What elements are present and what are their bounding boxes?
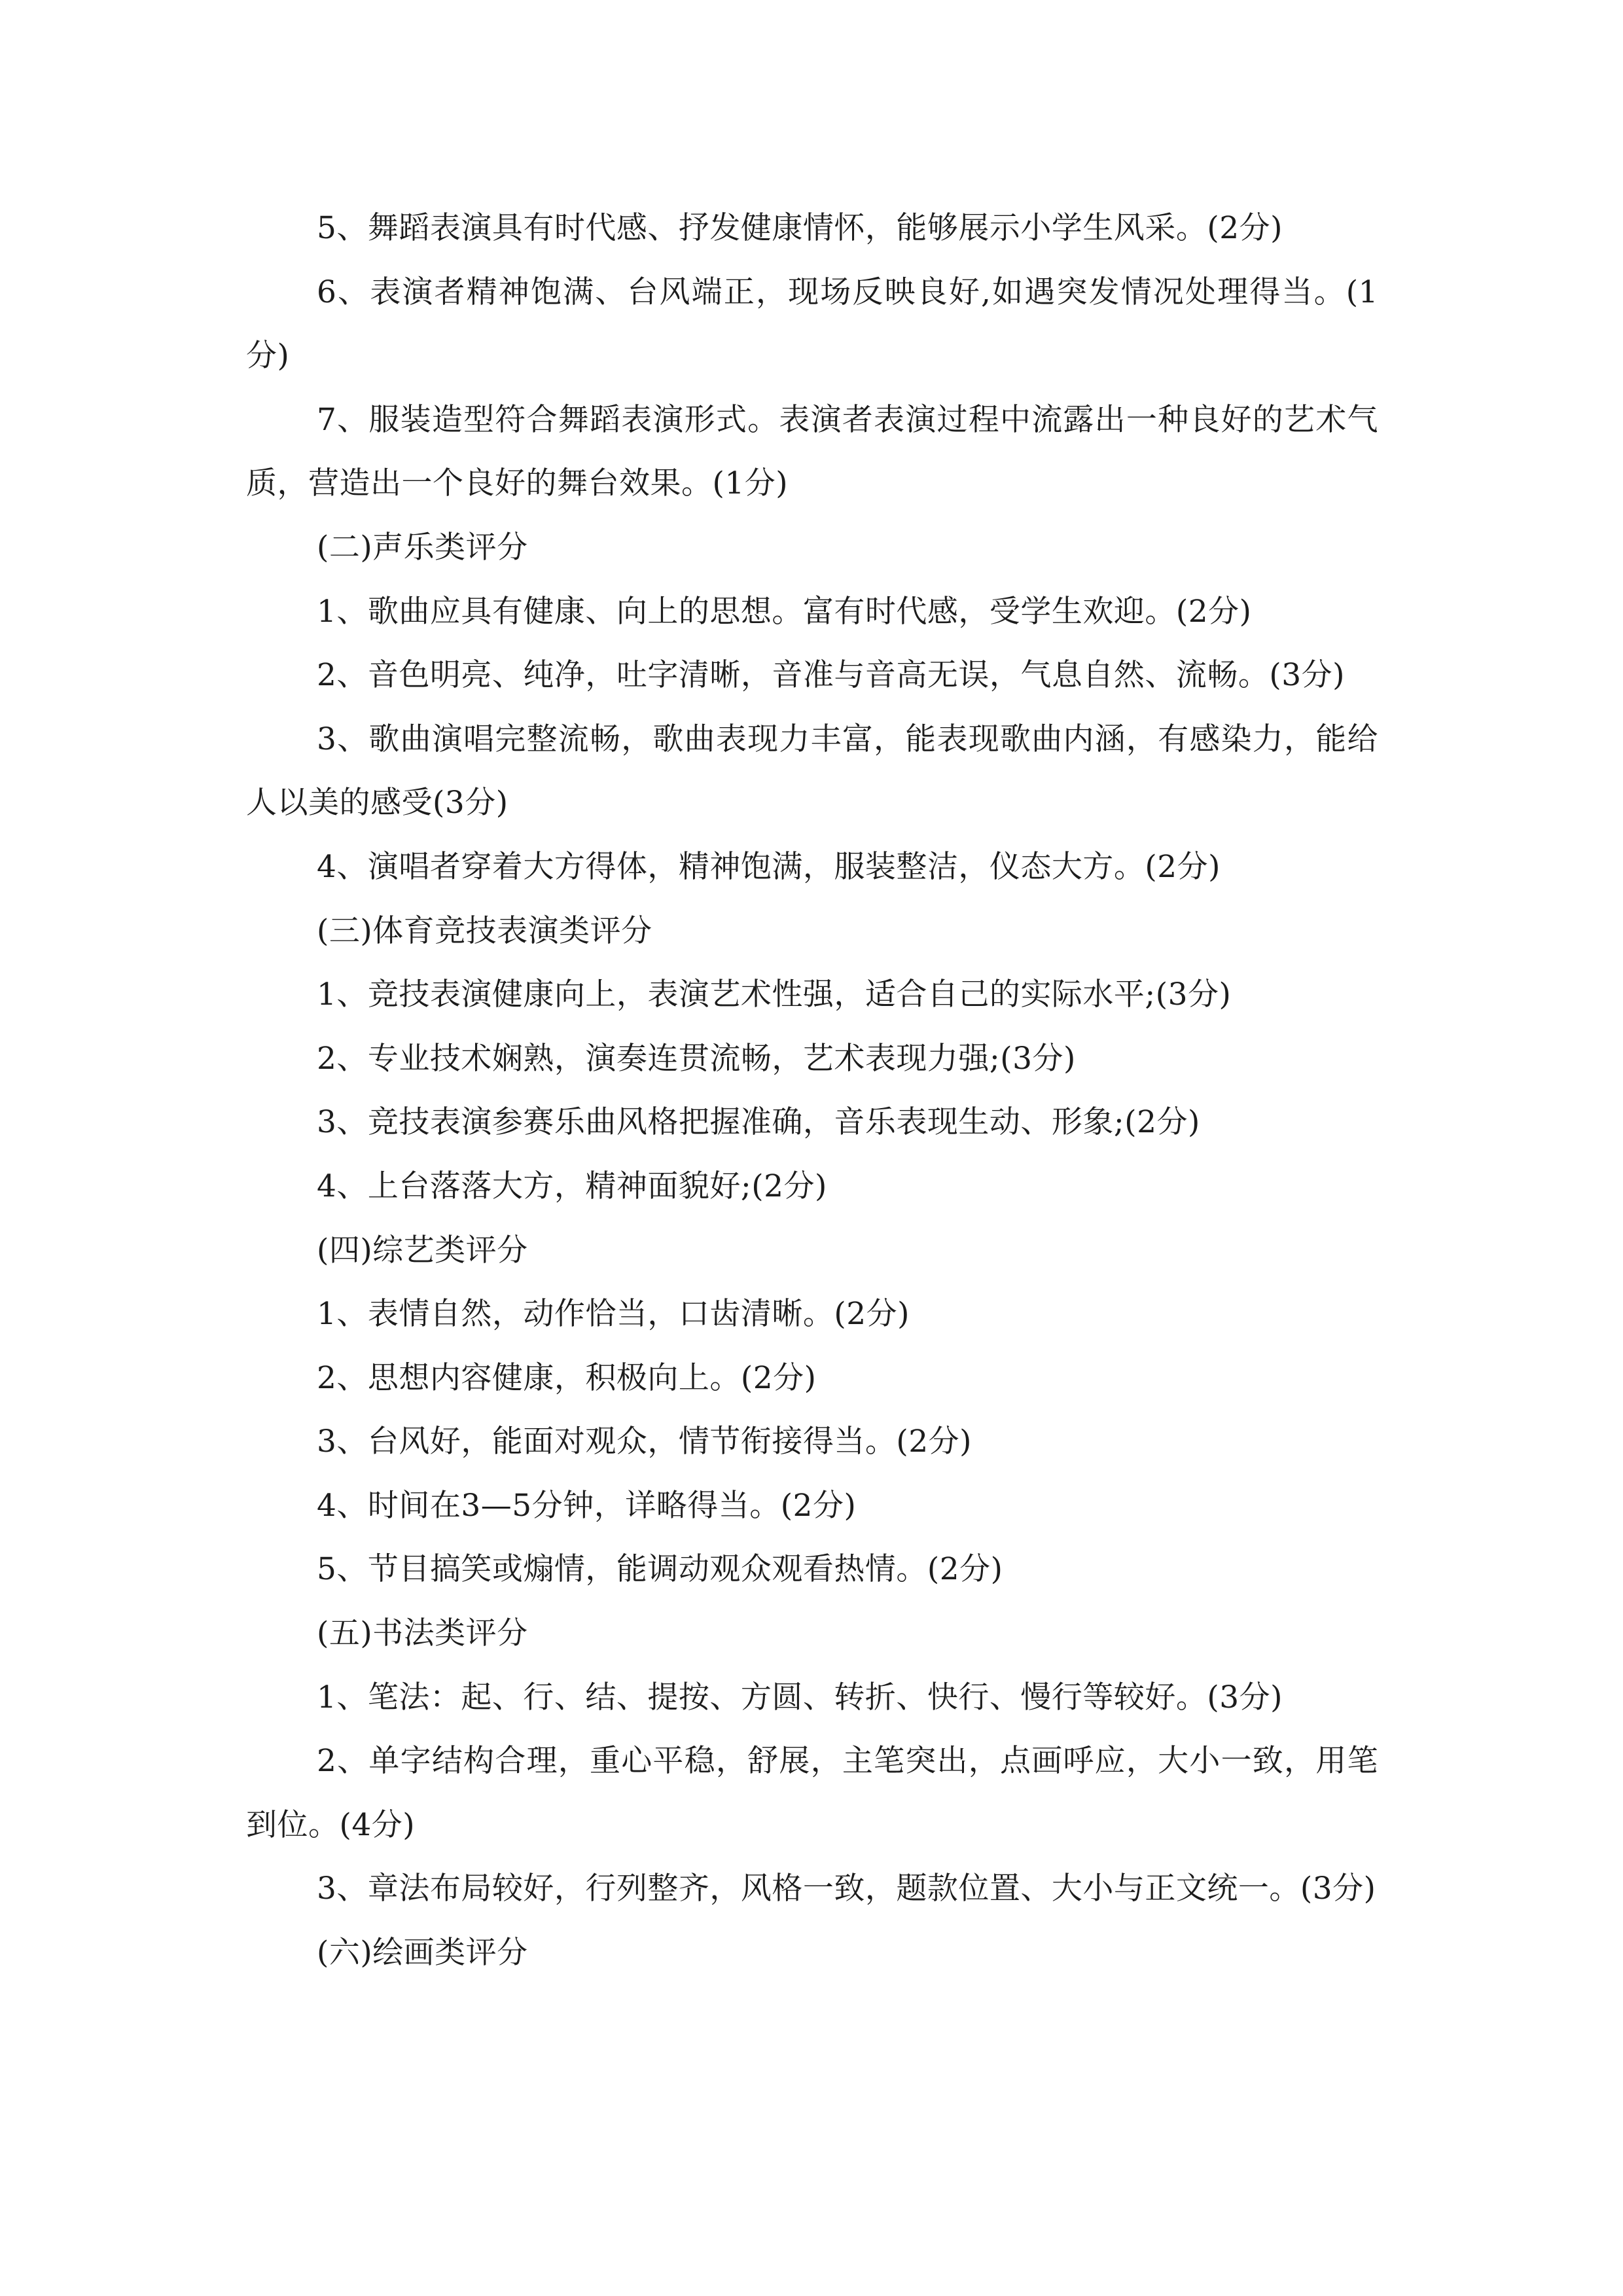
criterion-vocal-3: 3、歌曲演唱完整流畅，歌曲表现力丰富，能表现歌曲内涵，有感染力，能给人以美的感受(3分) (246, 721, 1378, 821)
section-heading-variety: (四)综艺类评分 (317, 1232, 528, 1268)
criterion-sports-1: 1、竞技表演健康向上，表演艺术性强，适合自己的实际水平;(3分) (317, 977, 1232, 1013)
section-heading-painting: (六)绘画类评分 (317, 1935, 528, 1971)
criterion-calligraphy-3: 3、章法布局较好，行列整齐，风格一致，题款位置、大小与正文统一。(3分) (317, 1871, 1376, 1907)
section-heading-vocal: (二)声乐类评分 (317, 529, 528, 565)
document-body (246, 196, 1378, 1985)
criterion-dance-5: 5、舞蹈表演具有时代感、抒发健康情怀，能够展示小学生风采。(2分) (317, 210, 1283, 246)
criterion-variety-1: 1、表情自然，动作恰当，口齿清晰。(2分) (317, 1296, 910, 1333)
criterion-dance-7: 7、服装造型符合舞蹈表演形式。表演者表演过程中流露出一种良好的艺术气质，营造出一个良好的舞台效果。(1分) (246, 401, 1378, 502)
criterion-variety-5: 5、节目搞笑或煽情，能调动观众观看热情。(2分) (317, 1551, 1003, 1588)
criterion-vocal-2: 2、音色明亮、纯净，吐字清晰，音准与音高无误，气息自然、流畅。(3分) (317, 657, 1345, 694)
criterion-calligraphy-1: 1、笔法：起、行、结、提按、方圆、转折、快行、慢行等较好。(3分) (317, 1679, 1283, 1715)
criterion-sports-4: 4、上台落落大方，精神面貌好;(2分) (317, 1168, 827, 1204)
criterion-sports-2: 2、专业技术娴熟，演奏连贯流畅，艺术表现力强;(3分) (317, 1040, 1076, 1077)
criterion-vocal-1: 1、歌曲应具有健康、向上的思想。富有时代感，受学生欢迎。(2分) (317, 593, 1252, 630)
criterion-sports-3: 3、竞技表演参赛乐曲风格把握准确，音乐表现生动、形象;(2分) (317, 1104, 1200, 1141)
section-heading-calligraphy: (五)书法类评分 (317, 1615, 528, 1652)
criterion-calligraphy-2: 2、单字结构合理，重心平稳，舒展，主笔突出，点画呼应，大小一致，用笔到位。(4分) (246, 1743, 1378, 1843)
criterion-variety-3: 3、台风好，能面对观众，情节衔接得当。(2分) (317, 1424, 972, 1460)
criterion-dance-6: 6、表演者精神饱满、台风端正，现场反映良好,如遇突发情况处理得当。(1分) (246, 274, 1378, 374)
criterion-vocal-4: 4、演唱者穿着大方得体，精神饱满，服装整洁，仪态大方。(2分) (317, 848, 1221, 885)
criterion-variety-2: 2、思想内容健康，积极向上。(2分) (317, 1359, 817, 1396)
section-heading-sports: (三)体育竞技表演类评分 (317, 912, 652, 949)
criterion-variety-4: 4、时间在3—5分钟，详略得当。(2分) (317, 1487, 857, 1524)
